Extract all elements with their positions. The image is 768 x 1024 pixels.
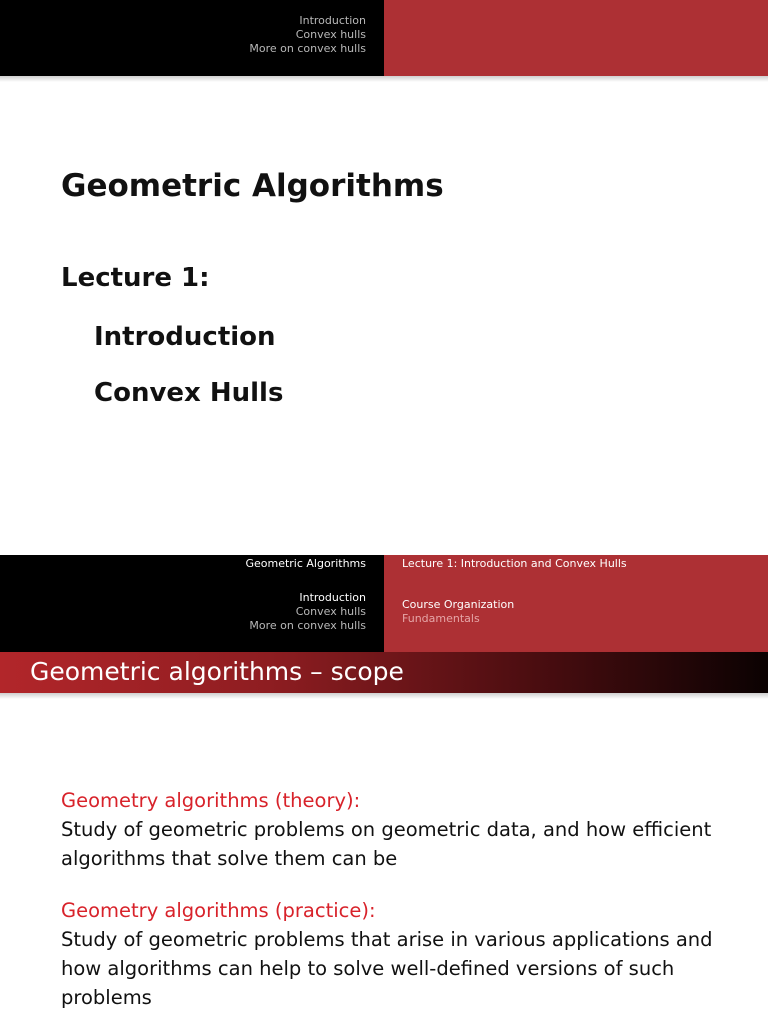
subnav-item-fundamentals[interactable]: Fundamentals [402, 612, 480, 625]
slide-header [0, 555, 768, 652]
nav-item-convex-hulls[interactable]: Convex hulls [295, 605, 366, 618]
header-shadow [0, 76, 768, 82]
header-left-panel [0, 0, 384, 76]
block-body: Study of geometric problems on geometric data, and how efficient algorithms that solve them can be [61, 818, 712, 870]
nav-item-more-on-convex-hulls[interactable]: More on convex hulls [249, 42, 366, 55]
slide-title: Geometric Algorithms [61, 168, 444, 204]
practice-block [61, 896, 741, 1012]
slide-header [0, 0, 768, 76]
header-left-panel [0, 555, 384, 652]
topic-convex-hulls: Convex Hulls [94, 378, 284, 408]
nav-item-more-on-convex-hulls[interactable]: More on convex hulls [249, 619, 366, 632]
header-right-panel [384, 0, 768, 76]
frame-title-bar [0, 652, 768, 693]
section-nav [249, 14, 366, 56]
frame-title: Geometric algorithms – scope [30, 657, 404, 686]
subnav-item-course-organization[interactable]: Course Organization [402, 598, 515, 611]
topic-introduction: Introduction [94, 322, 276, 352]
block-heading: Geometry algorithms (practice): [61, 899, 376, 922]
scope-slide [0, 555, 768, 1024]
block-heading: Geometry algorithms (theory): [61, 789, 361, 812]
lecture-label: Lecture 1: [61, 263, 210, 293]
subsection-nav [402, 598, 514, 626]
theory-block [61, 786, 741, 873]
nav-item-introduction[interactable]: Introduction [299, 14, 366, 27]
section-nav [249, 591, 366, 633]
header-right-panel [384, 555, 768, 652]
nav-item-introduction[interactable]: Introduction [299, 591, 366, 604]
block-body: Study of geometric problems that arise in various applications and how algorithms can help to solve well-defined versions of such problems [61, 928, 713, 1009]
lecture-title[interactable]: Lecture 1: Introduction and Convex Hulls [402, 557, 627, 570]
frame-title-shadow [0, 693, 768, 699]
nav-item-convex-hulls[interactable]: Convex hulls [295, 28, 366, 41]
course-title[interactable]: Geometric Algorithms [245, 557, 366, 570]
